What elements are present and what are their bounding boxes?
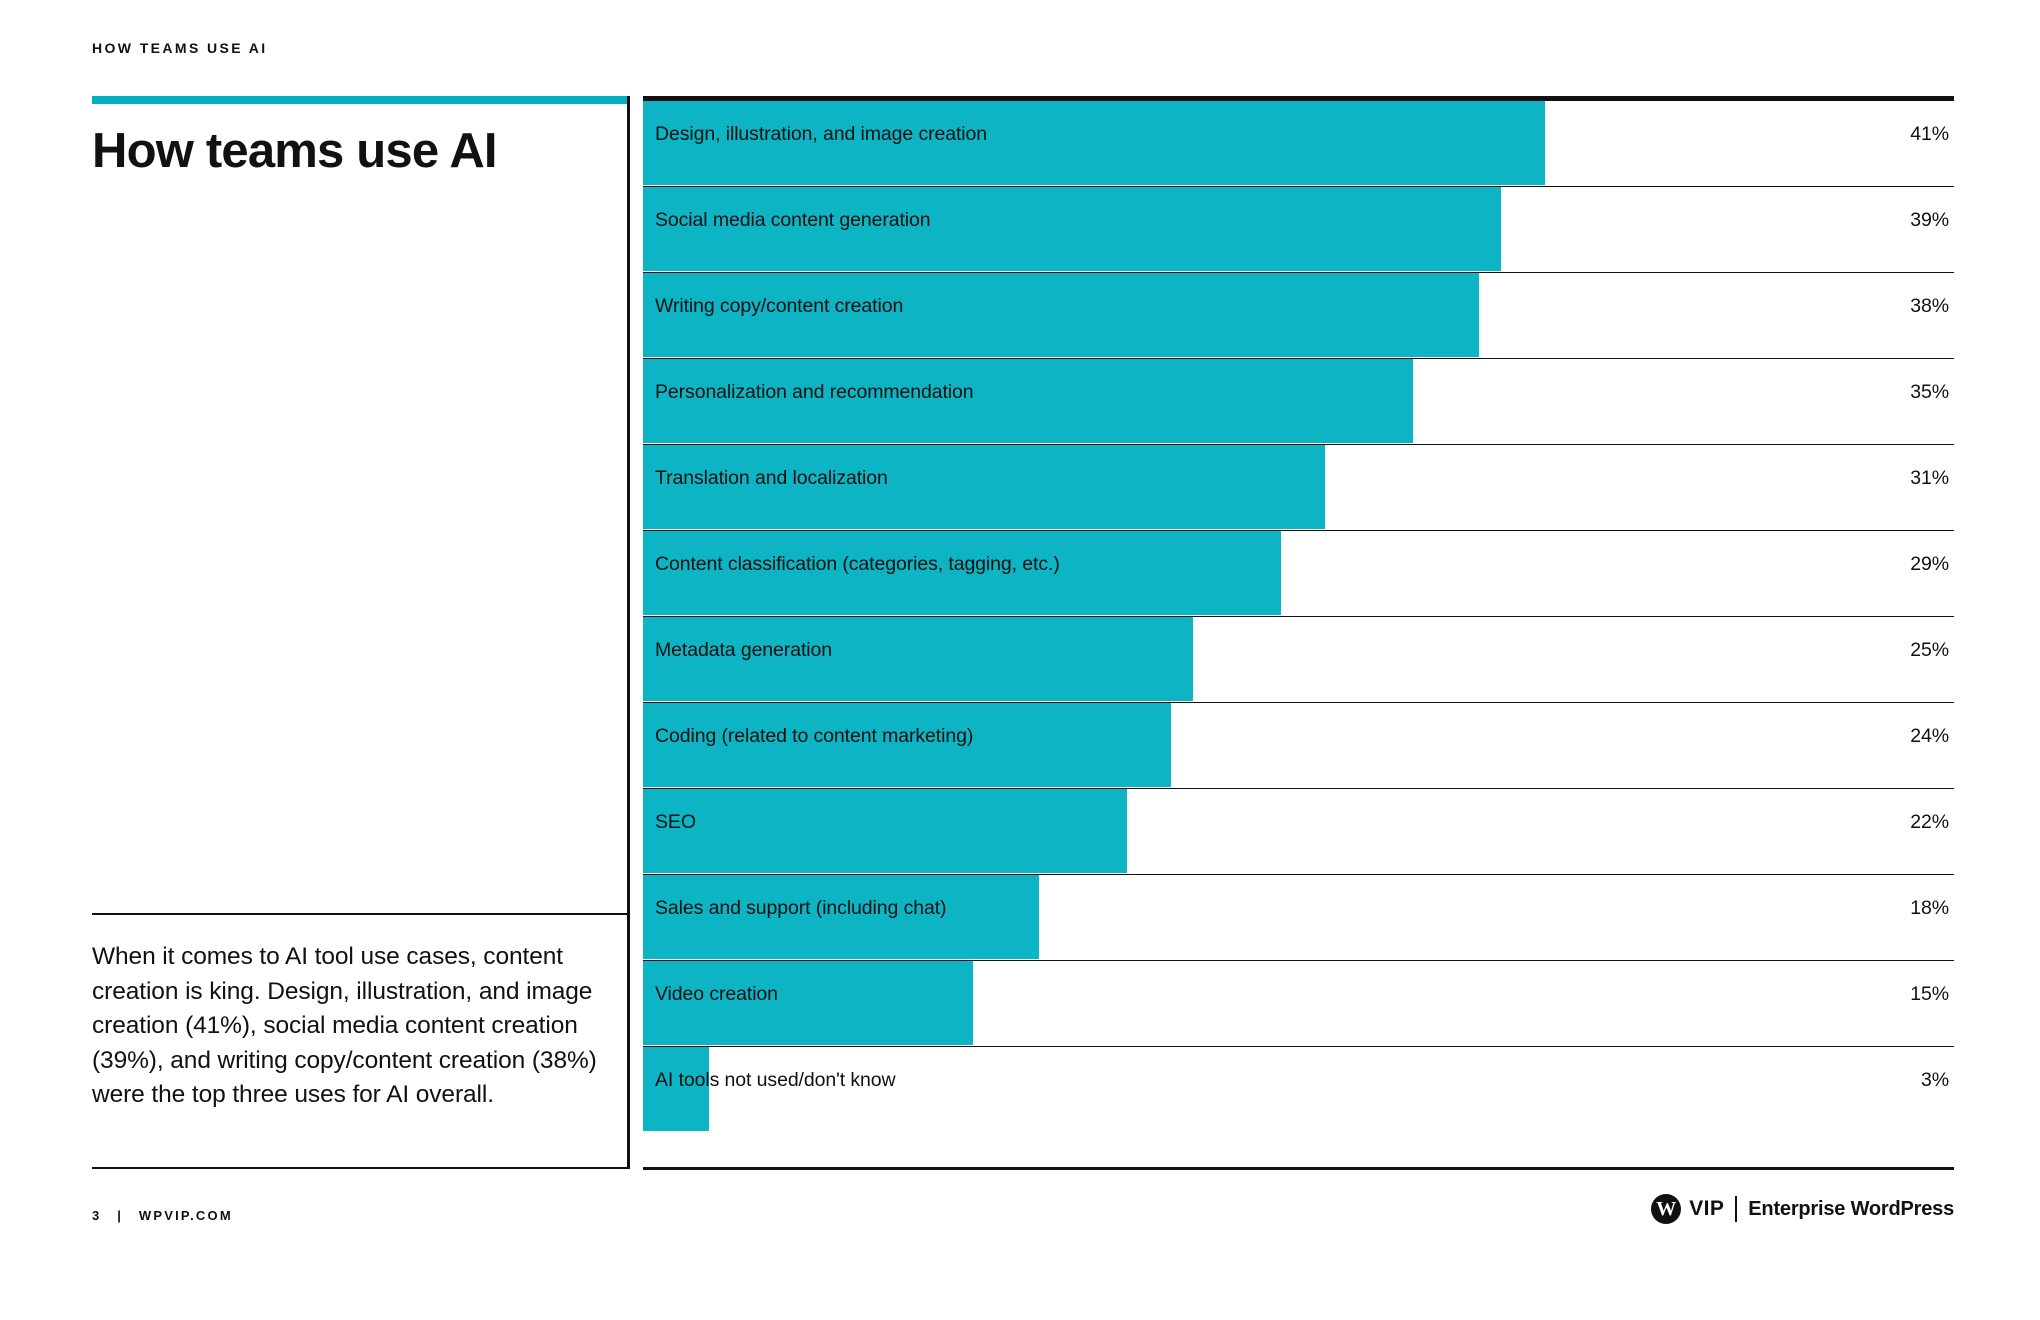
chart-row-label: Design, illustration, and image creation xyxy=(655,123,988,145)
chart-row-label: Content classification (categories, tagging, etc.) xyxy=(655,553,1060,575)
chart-row-value: 22% xyxy=(1910,811,1949,833)
chart-row-value: 41% xyxy=(1910,123,1949,145)
chart-row xyxy=(643,187,1954,273)
chart-row xyxy=(643,703,1954,789)
chart-row-label: Translation and localization xyxy=(655,467,888,489)
rule-above-blurb xyxy=(92,913,627,915)
chart-row-value: 38% xyxy=(1910,295,1949,317)
footer-separator: | xyxy=(117,1208,124,1223)
logo-divider xyxy=(1735,1196,1737,1222)
accent-rule-left xyxy=(92,96,627,104)
chart-row-value: 29% xyxy=(1910,553,1949,575)
chart-row-value: 15% xyxy=(1910,983,1949,1005)
chart-row xyxy=(643,445,1954,531)
chart-row xyxy=(643,617,1954,703)
chart-row-label: Writing copy/content creation xyxy=(655,295,904,317)
summary-text: When it comes to AI tool use cases, content creation is king. Design, illustration, and image creation (41%), social media content creation (39%), and writing copy/content creation (38%) were the top three uses for AI overall. xyxy=(92,943,597,1109)
page-number: 3 xyxy=(92,1208,102,1223)
chart-row xyxy=(643,531,1954,617)
logo-vip-label: VIP xyxy=(1689,1197,1725,1220)
chart-row-value: 18% xyxy=(1910,897,1949,919)
chart-row-value: 24% xyxy=(1910,725,1949,747)
chart-row xyxy=(643,875,1954,961)
footer-site: WPVIP.COM xyxy=(138,1208,233,1223)
running-head: HOW TEAMS USE AI xyxy=(92,40,268,56)
chart-row-value: 25% xyxy=(1910,639,1949,661)
chart-row-value: 35% xyxy=(1910,381,1949,403)
brand-logo xyxy=(1651,1192,1954,1226)
chart-row xyxy=(643,273,1954,359)
chart-row-label: AI tools not used/don't know xyxy=(655,1069,896,1091)
chart-row xyxy=(643,101,1954,187)
logo-product-label: Enterprise WordPress xyxy=(1748,1197,1954,1220)
rule-below-blurb xyxy=(92,1167,627,1169)
chart-row-label: SEO xyxy=(655,811,696,833)
chart-row xyxy=(643,789,1954,875)
chart-row-value: 3% xyxy=(1921,1069,1949,1091)
chart-row-label: Sales and support (including chat) xyxy=(655,897,947,919)
wordpress-icon: W xyxy=(1651,1194,1681,1224)
chart-row-label: Social media content generation xyxy=(655,209,931,231)
chart-row xyxy=(643,359,1954,445)
chart-row-label: Metadata generation xyxy=(655,639,832,661)
chart-row-label: Video creation xyxy=(655,983,778,1005)
chart-row-label: Coding (related to content marketing) xyxy=(655,725,974,747)
vertical-divider xyxy=(627,96,630,1169)
chart-bar xyxy=(643,789,1127,873)
footer xyxy=(92,1208,233,1223)
rule-bottom-right xyxy=(643,1167,1954,1170)
chart-row-value: 31% xyxy=(1910,467,1949,489)
chart-row xyxy=(643,1047,1954,1133)
page-title: How teams use AI xyxy=(92,124,497,178)
chart-row xyxy=(643,961,1954,1047)
chart-row-label: Personalization and recommendation xyxy=(655,381,974,403)
horizontal-bar-chart xyxy=(643,101,1954,1167)
chart-row-value: 39% xyxy=(1910,209,1949,231)
